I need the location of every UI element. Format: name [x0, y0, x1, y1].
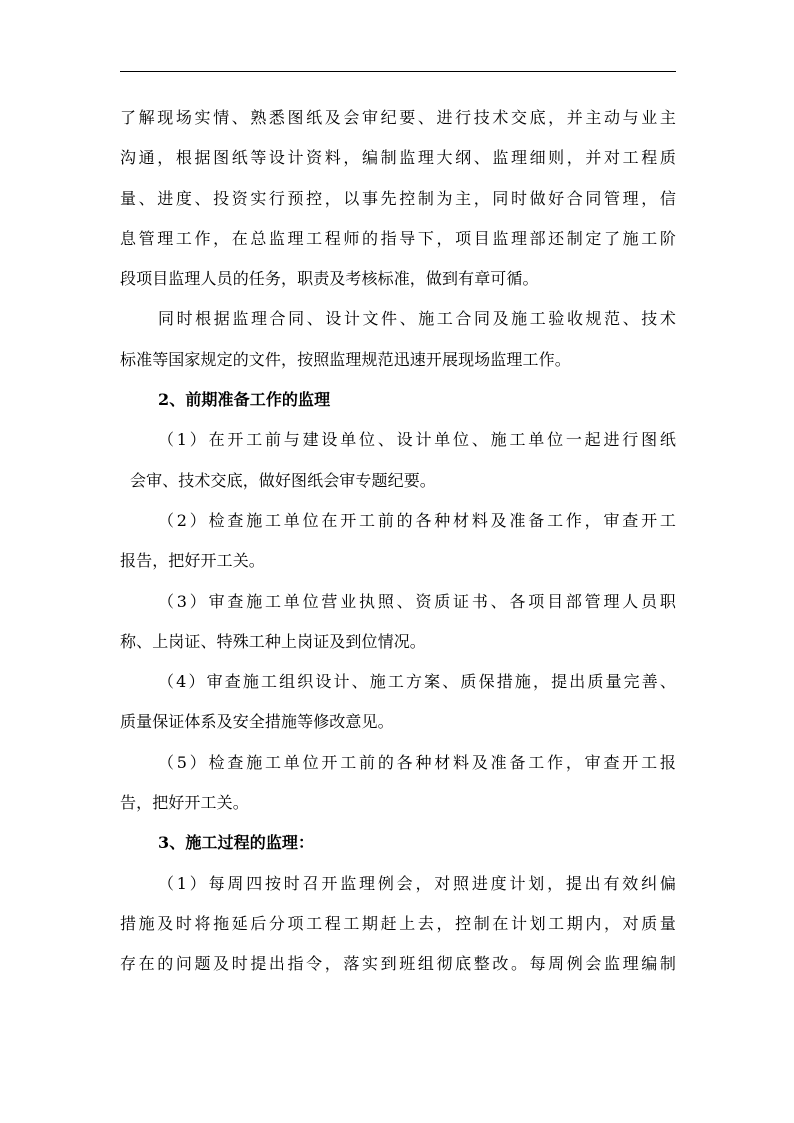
list-item-line: 会审、技术交底，做好图纸会审专题纪要。 [130, 470, 436, 490]
body-line: 标准等国家规定的文件，按照监理规范迅速开展现场监理工作。 [120, 349, 571, 369]
list-item-line: 称、上岗证、特殊工种上岗证及到位情况。 [120, 631, 426, 651]
list-item-line: 质量保证体系及安全措施等修改意见。 [120, 712, 394, 732]
list-item-line: （4）审查施工组织设计、施工方案、质保措施，提出质量完善、 [158, 672, 676, 692]
list-item-line: 措施及时将拖延后分项工程工期赶上去，控制在计划工期内，对质量 [120, 913, 676, 933]
list-item-line: 报告，把好开工关。 [120, 551, 265, 571]
list-item-line: （3）审查施工单位营业执照、资质证书、各项目部管理人员职 [158, 591, 676, 611]
list-item-line: （1）每周四按时召开监理例会，对照进度计划，提出有效纠偏 [158, 873, 676, 893]
list-item-line: 存在的问题及时提出指令，落实到班组彻底整改。每周例会监理编制 [120, 954, 676, 974]
body-line: 量、进度、投资实行预控，以事先控制为主，同时做好合同管理，信 [120, 188, 676, 208]
section-heading: 3、施工过程的监理： [158, 833, 315, 853]
body-line: 同时根据监理合同、设计文件、施工合同及施工验收规范、技术 [158, 309, 676, 329]
list-item-line: （1）在开工前与建设单位、设计单位、施工单位一起进行图纸 [158, 430, 676, 450]
body-line: 息管理工作，在总监理工程师的指导下，项目监理部还制定了施工阶 [120, 228, 676, 248]
document-body [120, 98, 676, 985]
list-item-line: （5）检查施工单位开工前的各种材料及准备工作，审查开工报 [158, 752, 676, 772]
body-line: 沟通，根据图纸等设计资料，编制监理大纲、监理细则，并对工程质 [120, 148, 676, 168]
list-item-line: 告，把好开工关。 [120, 793, 249, 813]
body-line: 段项目监理人员的任务，职责及考核标准，做到有章可循。 [120, 269, 539, 289]
header-rule [120, 71, 676, 72]
body-line: 了解现场实情、熟悉图纸及会审纪要、进行技术交底，并主动与业主 [120, 108, 676, 127]
list-item-line: （2）检查施工单位在开工前的各种材料及准备工作，审查开工 [158, 510, 676, 530]
section-heading: 2、前期准备工作的监理 [158, 390, 331, 410]
